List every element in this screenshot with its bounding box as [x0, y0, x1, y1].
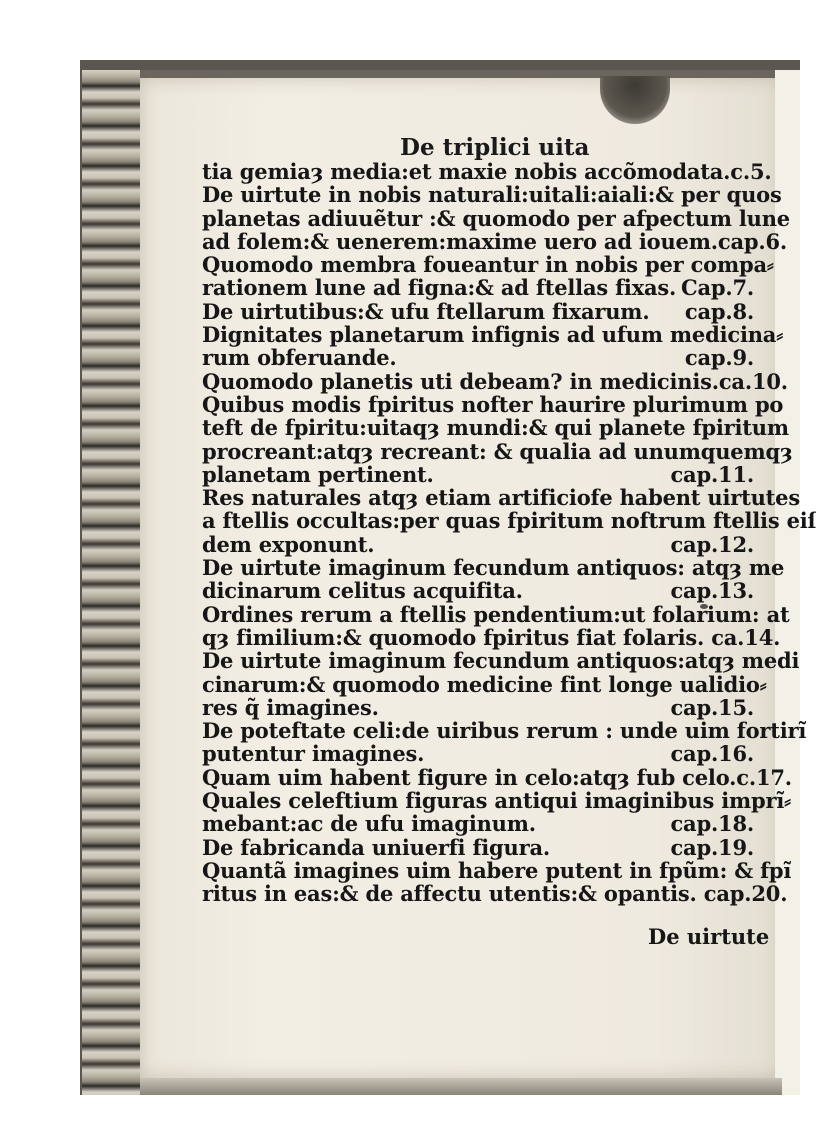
text-line	[202, 463, 754, 486]
line-text: ad folem:& uenerem:maxime uero ad iouem.cap.6.	[202, 228, 787, 254]
line-text: teft de fpiritu:uitaqȝ mundi:& qui planete fpiritum	[202, 415, 789, 441]
text-line	[202, 624, 781, 650]
text-line	[202, 485, 800, 511]
chapter-reference: cap.16.	[670, 741, 754, 767]
text-line	[202, 836, 754, 859]
text-line	[202, 671, 767, 697]
text-line	[202, 322, 783, 348]
chapter-reference: cap.12.	[670, 531, 754, 557]
page-bottom-edge	[140, 1078, 782, 1095]
line-text: rationem lune ad figna:& ad ftellas fixas.	[202, 275, 677, 301]
chapter-reference: cap.9.	[684, 345, 754, 371]
line-text: De fabricanda uniuerfi figura.	[202, 834, 550, 860]
running-head: De triplici uita	[400, 134, 590, 161]
chapter-reference: cap.15.	[670, 694, 754, 720]
text-line	[202, 718, 807, 744]
text-line	[202, 508, 816, 534]
text-line	[202, 205, 790, 231]
line-text: rum obferuande.	[202, 345, 397, 371]
text-line	[202, 300, 754, 323]
text-line	[202, 555, 785, 581]
line-text: tia gemiaȝ media:et maxie nobis accõmodata.c.5.	[202, 159, 772, 184]
chapter-reference: cap.19.	[670, 834, 754, 860]
text-line	[202, 648, 800, 674]
line-text: putentur imagines.	[202, 741, 425, 767]
line-text: De uirtute imaginum fecundum antiquos:atqȝ medi	[202, 648, 800, 674]
table-of-contents-text	[202, 159, 816, 907]
text-line	[202, 276, 754, 299]
line-text: cinarum:& quomodo medicine fint longe ualidio⸗	[202, 671, 767, 697]
line-text: De uirtutibus:& ufu ftellarum fixarum.	[202, 298, 650, 324]
line-text: Quam uim habent figure in celo:atqȝ fub celo.c.17.	[202, 764, 792, 790]
line-text: Dignitates planetarum infignis ad ufum medicina⸗	[202, 322, 783, 348]
text-line	[202, 182, 782, 208]
chapter-reference: Cap.7.	[680, 275, 754, 301]
text-line	[202, 696, 754, 719]
text-line	[202, 601, 790, 627]
chapter-reference: cap.11.	[670, 461, 754, 487]
line-text: mebant:ac de ufu imaginum.	[202, 811, 536, 837]
text-line	[202, 368, 788, 394]
line-text: Quales celeftium figuras antiqui imaginibus imprĩ⸗	[202, 788, 791, 814]
chapter-reference: cap.18.	[670, 811, 754, 837]
line-text: Quomodo planetis uti debeam? in medicinis.ca.10.	[202, 368, 788, 394]
text-line	[202, 252, 774, 278]
decorative-border-strip	[82, 70, 144, 1095]
line-text: dem exponunt.	[202, 531, 375, 557]
line-text: Quomodo membra foueantur in nobis per compa⸗	[202, 252, 774, 278]
line-text: Ordines rerum a ftellis pendentium:ut folarium: at	[202, 601, 790, 627]
text-line	[202, 788, 791, 814]
chapter-reference: cap.13.	[670, 578, 754, 604]
line-text: Quibus modis fpiritus nofter haurire plurimum po	[202, 391, 784, 417]
text-line	[202, 346, 754, 369]
line-text: dicinarum celitus acquifita.	[202, 578, 523, 604]
text-line	[202, 579, 754, 602]
text-line	[202, 391, 784, 417]
line-text: Res naturales atqȝ etiam artificiofe habent uirtutes	[202, 485, 800, 511]
text-line	[202, 881, 788, 907]
text-line	[202, 533, 754, 556]
text-line	[202, 764, 792, 790]
text-line	[202, 159, 772, 184]
catchword: De uirtute	[648, 924, 770, 949]
text-line	[202, 438, 793, 464]
line-text: De uirtute in nobis naturali:uitali:aiali:& per quos	[202, 182, 782, 208]
text-line	[202, 228, 787, 254]
text-line	[202, 857, 792, 883]
line-text: De uirtute imaginum fecundum antiquos: atqȝ me	[202, 555, 785, 581]
line-text: ritus in eas:& de affectu utentis:& opantis. cap.20.	[202, 881, 788, 907]
line-text: planetas adiuuẽtur :& quomodo per afpectum lune	[202, 205, 790, 231]
text-line	[202, 812, 754, 835]
line-text: procreant:atqȝ recreant: & qualia ad unumquemqȝ	[202, 438, 793, 464]
line-text: Quantã imagines uim habere putent in fpũm: & fpĩ	[202, 857, 792, 883]
text-line	[202, 742, 754, 765]
chapter-reference: cap.8.	[684, 298, 754, 324]
line-text: a ftellis occultas:per quas fpiritum noftrum ftellis eiſ	[202, 508, 816, 534]
text-line	[202, 415, 789, 441]
line-text: qȝ fimilium:& quomodo fpiritus fiat folaris. ca.14.	[202, 624, 781, 650]
line-text: res q̃ imagines.	[202, 694, 379, 720]
line-text: De poteftate celi:de uiribus rerum : unde uim fortirĩ	[202, 718, 807, 744]
line-text: planetam pertinent.	[202, 461, 434, 487]
